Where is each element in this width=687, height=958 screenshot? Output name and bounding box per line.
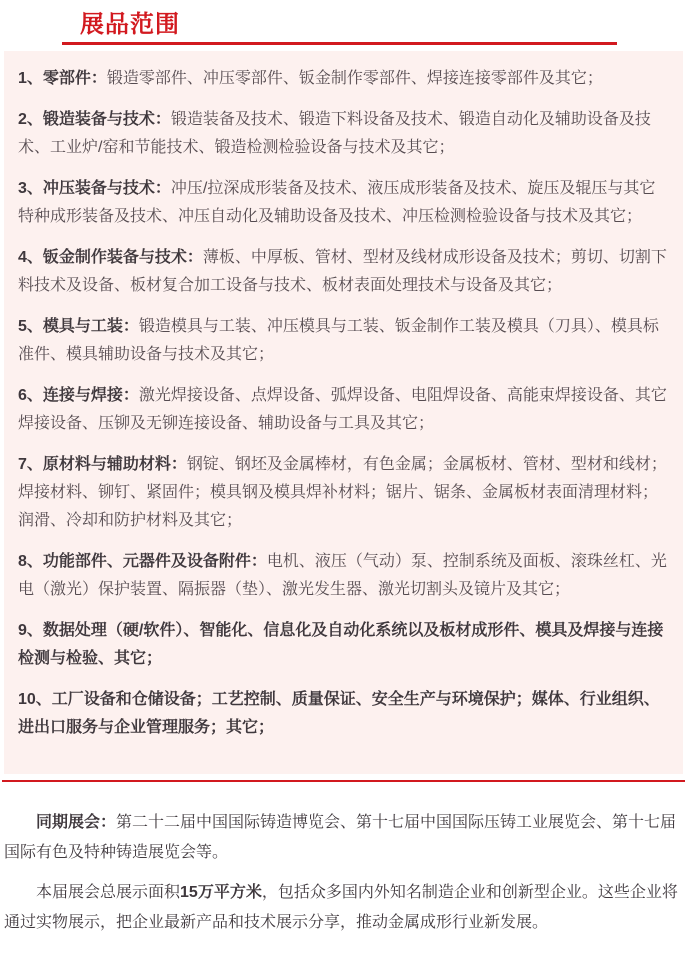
exhibition-area-pre: 本届展会总展示面积 [36,884,181,901]
exhibit-item-4-lead: 4、钣金制作装备与技术： [18,249,203,266]
exhibit-item-3-text: 冲压/拉深成形装备及技术、液压成形装备及技术、旋压及辊压与其它特种成形装备及技术、冲压自动化及辅助设备及技术、冲压检测检验设备与技术及其它； [18,180,656,225]
exhibition-area-paragraph [4,878,681,938]
exhibit-item-7 [18,451,667,535]
exhibit-item-3-lead: 3、冲压装备与技术： [18,180,171,197]
concurrent-exhibitions-paragraph [4,808,681,868]
exhibit-item-8-text: 电机、液压（气动）泵、控制系统及面板、滚珠丝杠、光电（激光）保护装置、隔振器（垫）、激光发生器、激光切割头及镜片及其它； [18,553,667,598]
exhibit-item-9-lead: 9、数据处理（硬/软件）、智能化、信息化及自动化系统以及板材成形件、模具及焊接与连接检测与检验、其它； [18,622,664,667]
exhibit-item-5 [18,313,667,369]
exhibit-item-10-lead: 10、工厂设备和仓储设备；工艺控制、质量保证、安全生产与环境保护；媒体、行业组织、进出口服务与企业管理服务；其它； [18,691,660,736]
exhibit-item-3 [18,175,667,231]
exhibit-item-7-lead: 7、原材料与辅助材料： [18,456,187,473]
page-header [0,0,687,45]
exhibit-item-6 [18,382,667,438]
exhibit-scope-panel [4,51,683,774]
exhibit-item-2-lead: 2、锻造装备与技术： [18,111,171,128]
page-title: 展品范围 [80,11,180,38]
exhibit-item-1-text: 锻造零部件、冲压零部件、钣金制作零部件、焊接连接零部件及其它； [106,70,603,87]
exhibit-item-1-lead: 1、零部件： [18,70,107,87]
exhibit-item-4-text: 薄板、中厚板、管材、型材及线材成形设备及技术；剪切、切割下料技术及设备、板材复合加工设备与技术、板材表面处理技术与设备及其它； [18,249,667,294]
concurrent-exhibitions-label: 同期展会： [36,814,117,831]
exhibit-item-6-text: 激光焊接设备、点焊设备、弧焊设备、电阻焊设备、高能束焊接设备、其它焊接设备、压铆及无铆连接设备、辅助设备与工具及其它； [18,387,667,432]
exhibit-item-7-text: 钢锭、钢坯及金属棒材，有色金属；金属板材、管材、型材和线材；焊接材料、铆钉、紧固件；模具钢及模具焊补材料；锯片、锯条、金属板材表面清理材料；润滑、冷却和防护材料及其它； [18,456,667,529]
exhibition-area-text: ，包括众多国内外知名制造企业和创新型企业。这些企业将通过实物展示，把企业最新产品和技术展示分享，推动金属成形行业新发展。 [4,884,678,931]
exhibit-item-2-text: 锻造装备及技术、锻造下料设备及技术、锻造自动化及辅助设备及技术、工业炉/窑和节能技术、锻造检测检验设备与技术及其它； [18,111,651,156]
exhibit-item-5-text: 锻造模具与工装、冲压模具与工装、钣金制作工装及模具（刀具）、模具标准件、模具辅助设备与技术及其它； [18,318,659,363]
exhibit-item-8 [18,548,667,604]
footer-section [0,782,687,958]
exhibit-item-2 [18,106,667,162]
exhibit-item-1 [18,65,667,93]
concurrent-exhibitions-text: 第二十二届中国国际铸造博览会、第十七届中国国际压铸工业展览会、第十七届国际有色及特种铸造展览会等。 [4,814,677,861]
title-underline [62,42,617,45]
exhibit-item-8-lead: 8、功能部件、元器件及设备附件： [18,553,267,570]
exhibit-item-6-lead: 6、连接与焊接： [18,387,139,404]
exhibit-item-4 [18,244,667,300]
exhibit-item-5-lead: 5、模具与工装： [18,318,139,335]
exhibit-item-10 [18,686,667,742]
exhibition-area-value: 15万平方米 [180,884,262,901]
exhibit-item-9 [18,617,667,673]
